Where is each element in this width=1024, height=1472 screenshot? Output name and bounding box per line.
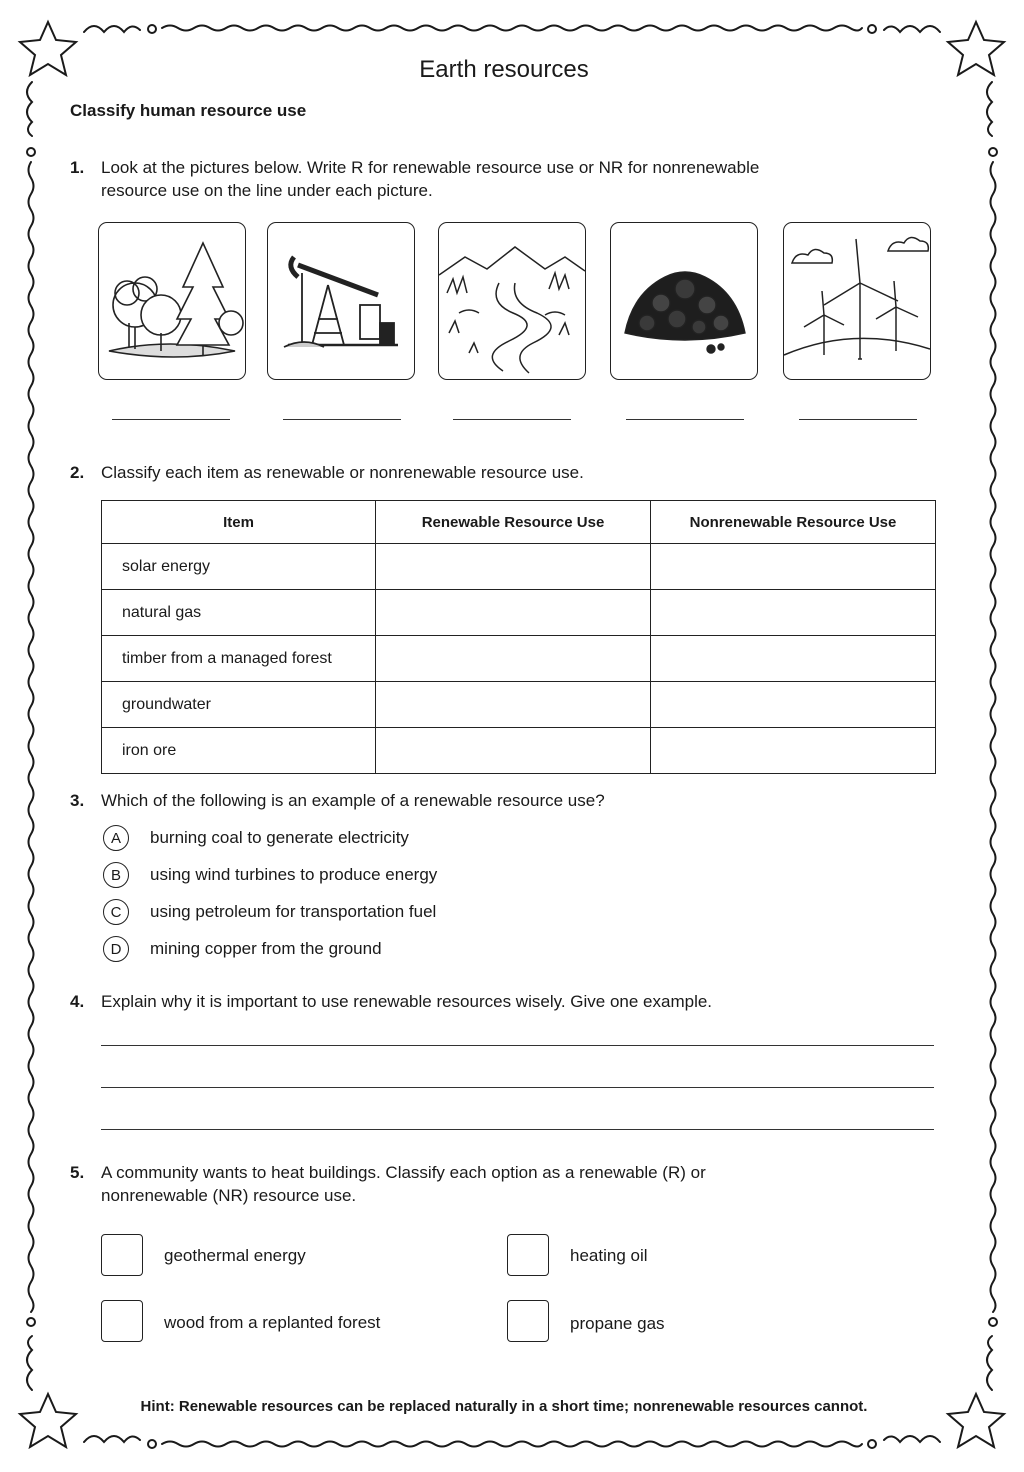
answer-line[interactable]: [799, 419, 917, 420]
option-c-text: using petroleum for transportation fuel: [150, 902, 437, 921]
picture-coal: [610, 222, 758, 380]
picture-oil-pump: [267, 222, 415, 380]
option-label: wood from a replanted forest: [164, 1313, 381, 1332]
table-row: [102, 728, 936, 774]
table-cell-nonrenewable[interactable]: [651, 682, 936, 728]
classification-table: [101, 500, 936, 774]
table-cell-renewable[interactable]: [376, 590, 651, 636]
option-b-text: using wind turbines to produce energy: [150, 865, 438, 884]
picture-river: [438, 222, 586, 380]
forest-icon: [99, 223, 245, 379]
table-cell-renewable[interactable]: [376, 728, 651, 774]
oil-pump-icon: [268, 223, 414, 379]
answer-checkbox[interactable]: [507, 1234, 549, 1276]
option-a-bubble[interactable]: A: [103, 825, 129, 851]
question-1-number: 1.: [70, 158, 85, 177]
picture-forest: [98, 222, 246, 380]
answer-checkbox[interactable]: [101, 1234, 143, 1276]
answer-checkbox[interactable]: [507, 1300, 549, 1342]
table-cell-item: groundwater: [102, 682, 376, 728]
option-a-text: burning coal to generate electricity: [150, 828, 409, 847]
question-1-text-line2: resource use on the line under each picture.: [101, 181, 433, 200]
table-cell-renewable[interactable]: [376, 544, 651, 590]
option-c-bubble[interactable]: C: [103, 899, 129, 925]
option-b-bubble[interactable]: B: [103, 862, 129, 888]
answer-line[interactable]: [283, 419, 401, 420]
table-row: [102, 590, 936, 636]
option-label: geothermal energy: [164, 1246, 306, 1265]
option-label: propane gas: [570, 1314, 665, 1333]
answer-checkbox[interactable]: [101, 1300, 143, 1342]
question-3-text: Which of the following is an example of a renewable resource use?: [101, 791, 605, 810]
option-label: heating oil: [570, 1246, 648, 1265]
question-5-number: 5.: [70, 1163, 85, 1182]
column-header-renewable: Renewable Resource Use: [376, 501, 651, 544]
river-stream-icon: [439, 223, 585, 379]
writing-line[interactable]: [101, 1087, 934, 1088]
question-1-text-line1: Look at the pictures below. Write R for renewable resource use or NR for nonrenewable: [101, 158, 760, 177]
column-header-nonrenewable: Nonrenewable Resource Use: [651, 501, 936, 544]
picture-wind-turbines: [783, 222, 931, 380]
table-cell-item: iron ore: [102, 728, 376, 774]
question-4-number: 4.: [70, 992, 85, 1011]
answer-line[interactable]: [453, 419, 571, 420]
table-cell-renewable[interactable]: [376, 682, 651, 728]
writing-line[interactable]: [101, 1129, 934, 1130]
answer-line[interactable]: [626, 419, 744, 420]
table-row: [102, 682, 936, 728]
table-cell-nonrenewable[interactable]: [651, 544, 936, 590]
table-cell-nonrenewable[interactable]: [651, 590, 936, 636]
table-cell-nonrenewable[interactable]: [651, 636, 936, 682]
table-row: [102, 544, 936, 590]
question-2-text: Classify each item as renewable or nonrenewable resource use.: [101, 463, 584, 482]
table-cell-renewable[interactable]: [376, 636, 651, 682]
writing-line[interactable]: [101, 1045, 934, 1046]
table-cell-item: solar energy: [102, 544, 376, 590]
question-3-number: 3.: [70, 791, 85, 810]
column-header-item: Item: [102, 501, 376, 544]
question-5-text-line2: nonrenewable (NR) resource use.: [101, 1186, 357, 1205]
question-5-text-line1: A community wants to heat buildings. Classify each option as a renewable (R) or: [101, 1163, 706, 1182]
answer-line[interactable]: [112, 419, 230, 420]
option-d-bubble[interactable]: D: [103, 936, 129, 962]
coal-pile-icon: [611, 223, 757, 379]
table-cell-nonrenewable[interactable]: [651, 728, 936, 774]
question-2-number: 2.: [70, 463, 85, 482]
option-d-text: mining copper from the ground: [150, 939, 382, 958]
question-4-text: Explain why it is important to use renewable resources wisely. Give one example.: [101, 992, 713, 1011]
wind-turbines-icon: [784, 223, 930, 379]
hint-text: Hint: Renewable resources can be replaced naturally in a short time; nonrenewable resources cannot.: [140, 1398, 868, 1415]
table-row: [102, 636, 936, 682]
table-cell-item: natural gas: [102, 590, 376, 636]
table-header-row: [102, 501, 936, 544]
page-title: Earth resources: [419, 56, 589, 83]
table-cell-item: timber from a managed forest: [102, 636, 376, 682]
page-subtitle: Classify human resource use: [70, 101, 307, 120]
